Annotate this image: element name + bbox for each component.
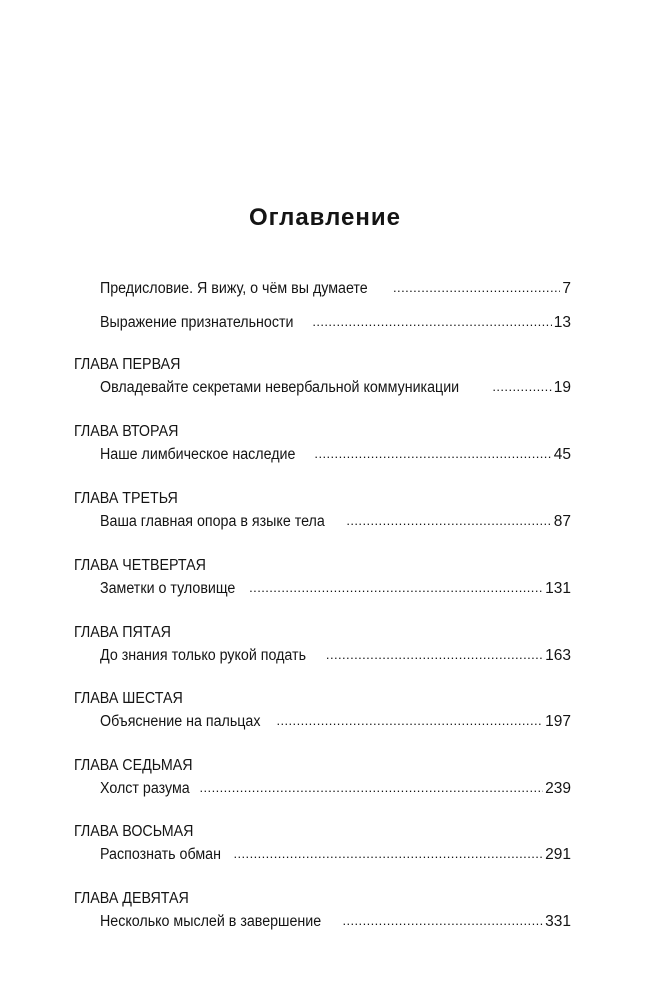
toc-entry-chapter-3	[100, 512, 571, 532]
toc-entry-chapter-2	[100, 445, 571, 465]
leader-dots	[346, 511, 551, 531]
leader-dots	[492, 377, 551, 397]
toc-entry-chapter-7	[100, 779, 571, 799]
toc-page-number: 163	[545, 647, 571, 664]
chapter-heading: ГЛАВА ДЕВЯТАЯ	[74, 890, 189, 907]
chapter-heading: ГЛАВА ЧЕТВЕРТАЯ	[74, 557, 206, 574]
toc-entry-label: Заметки о туловище	[100, 580, 236, 597]
toc-entry-chapter-6	[100, 712, 571, 732]
page-title: Оглавление	[249, 204, 401, 231]
toc-entry-label: Распознать обман	[100, 846, 221, 863]
toc-entry-label: Выражение признательности	[100, 314, 294, 331]
toc-page-number: 45	[553, 446, 571, 463]
toc-entry-label: Холст разума	[100, 780, 190, 797]
leader-dots	[200, 778, 544, 798]
toc-entry-chapter-8	[100, 845, 571, 865]
leader-dots	[276, 711, 543, 731]
chapter-heading: ГЛАВА СЕДЬМАЯ	[74, 757, 193, 774]
toc-entry-chapter-9	[100, 912, 571, 932]
toc-entry-label: Наше лимбическое наследие	[100, 446, 296, 463]
toc-page-number: 19	[553, 379, 571, 396]
chapter-heading: ГЛАВА ПЕРВАЯ	[74, 356, 181, 373]
toc-page-number: 87	[553, 513, 571, 530]
leader-dots	[342, 911, 543, 931]
leader-dots	[314, 444, 551, 464]
chapter-heading: ГЛАВА ПЯТАЯ	[74, 624, 171, 641]
chapter-heading: ГЛАВА ВТОРАЯ	[74, 423, 179, 440]
chapter-heading: ГЛАВА ШЕСТАЯ	[74, 690, 183, 707]
toc-page-number: 239	[545, 780, 571, 797]
toc-page-number: 7	[562, 280, 571, 297]
chapter-heading: ГЛАВА ТРЕТЬЯ	[74, 490, 178, 507]
toc-entry-chapter-5	[100, 646, 571, 666]
toc-entry-label: Несколько мыслей в завершение	[100, 913, 322, 930]
leader-dots	[233, 844, 543, 864]
leader-dots	[393, 278, 560, 298]
toc-page-number: 291	[545, 846, 571, 863]
toc-entry-label: Овладевайте секретами невербальной коммуникации	[100, 379, 460, 396]
chapter-heading: ГЛАВА ВОСЬМАЯ	[74, 823, 194, 840]
toc-entry-chapter-4	[100, 579, 571, 599]
toc-page-number: 331	[545, 913, 571, 930]
toc-page-number: 131	[545, 580, 571, 597]
toc-entry-acknowledgements	[100, 313, 571, 333]
toc-entry-chapter-1	[100, 378, 571, 398]
toc-entry-preface	[100, 279, 571, 299]
toc-entry-label: Объяснение на пальцах	[100, 713, 261, 730]
leader-dots	[326, 645, 543, 665]
toc-entry-label: До знания только рукой подать	[100, 647, 307, 664]
leader-dots	[249, 578, 543, 598]
toc-page-number: 13	[553, 314, 571, 331]
toc-entry-label: Ваша главная опора в языке тела	[100, 513, 325, 530]
leader-dots	[312, 312, 551, 332]
toc-page-number: 197	[545, 713, 571, 730]
toc-entry-label: Предисловие. Я вижу, о чём вы думаете	[100, 280, 368, 297]
